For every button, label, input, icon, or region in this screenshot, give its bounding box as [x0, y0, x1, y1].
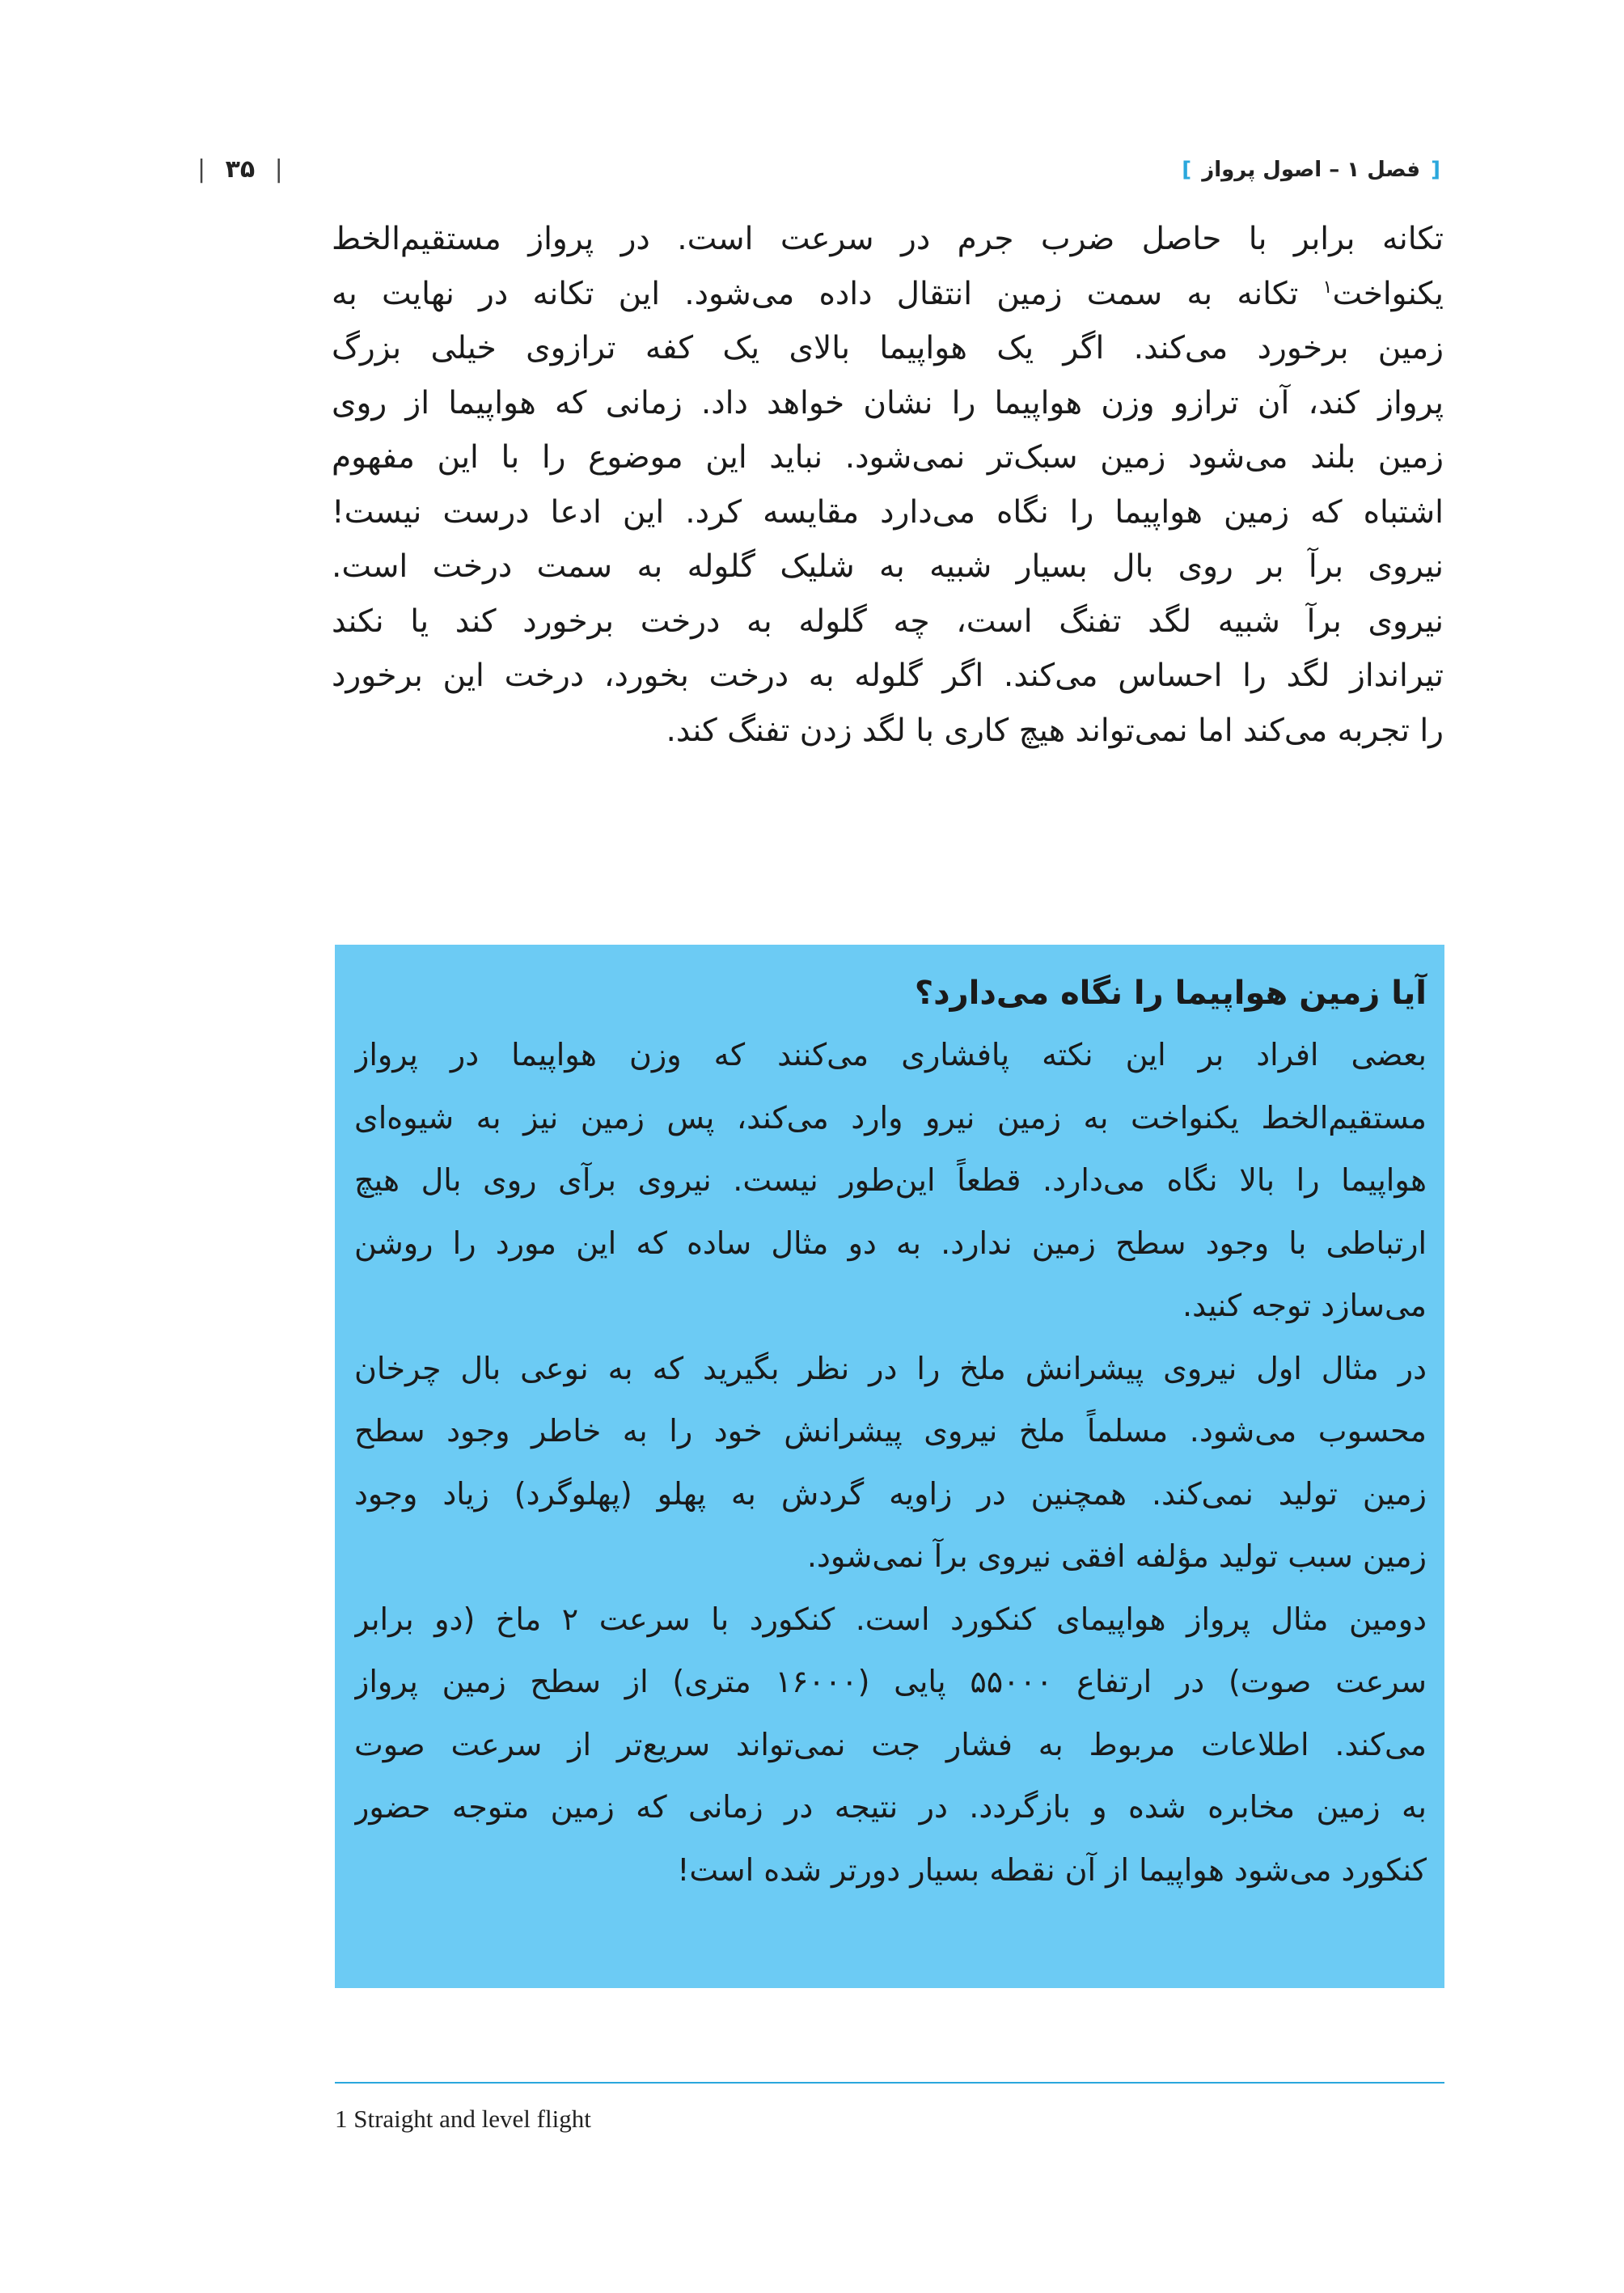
- callout-line: زمین تولید نمی‌کند. همچنین در زاویه گردش به پهلو (پهلوگرد) زیاد وجود: [354, 1475, 1427, 1512]
- chapter-bracket-open: [: [1431, 158, 1440, 182]
- body-line-with-footnote: [332, 267, 1444, 322]
- callout-line: کنکورد می‌شود هواپیما از آن نقطه بسیار دورتر شده است!: [677, 1851, 1427, 1888]
- body-line-rest: تکانه به سمت زمین انتقال داده می‌شود. این تکانه در نهایت به: [332, 275, 1299, 312]
- body-paragraph: [332, 212, 1444, 758]
- callout-line: می‌کند. اطلاعات مربوط به فشار جت نمی‌تواند سریع‌تر از سرعت صوت: [354, 1726, 1427, 1762]
- body-line: زمین برخورد می‌کند. اگر یک هواپیما بالای یک کفه ترازوی خیلی بزرگ: [332, 330, 1444, 366]
- callout-line: هواپیما را بالا نگاه می‌دارد. قطعاً این‌طور نیست. نیروی برآی روی بال هیچ: [354, 1162, 1427, 1198]
- body-line: تکانه برابر با حاصل ضرب جرم در سرعت است. در پرواز مستقیم‌الخط: [332, 221, 1444, 257]
- page-number-block: [186, 146, 294, 194]
- body-line-prefix: یکنواخت: [1332, 275, 1444, 312]
- callout-line: مستقیم‌الخط یکنواخت به زمین نیرو وارد می‌کند، پس زمین نیز به شیوه‌ای: [354, 1099, 1427, 1136]
- callout-line: سرعت صوت) در ارتفاع ۵۵۰۰۰ پایی (۱۶۰۰۰ متری) از سطح زمین پرواز: [354, 1664, 1427, 1699]
- page-header: [186, 146, 1444, 194]
- body-line: را تجربه می‌کند اما نمی‌تواند هیچ کاری با لگد زدن تفنگ کند.: [666, 712, 1444, 749]
- chapter-title: فصل ۱ – اصول پرواز: [1202, 158, 1421, 182]
- callout-line: می‌سازد توجه کنید.: [1182, 1288, 1427, 1323]
- callout-title: آیا زمین هواپیما را نگاه می‌دارد؟: [914, 975, 1427, 1012]
- callout-line: به زمین مخابره شده و بازگردد. در نتیجه در زمانی که زمین متوجه حضور: [354, 1789, 1427, 1825]
- footnote-divider: [335, 2082, 1444, 2084]
- callout-line: در مثال اول نیروی پیشرانش ملخ را در نظر بگیرید که به نوعی بال چرخان: [354, 1350, 1427, 1386]
- page-number: ۳۵: [225, 155, 256, 184]
- footnote: 1 Straight and level flight: [335, 2105, 591, 2133]
- callout-line: ارتباطی با وجود سطح زمین ندارد. به دو مثال ساده که این مورد را روشن: [354, 1225, 1427, 1261]
- callout-line: دومین مثال پرواز هواپیمای کنکورد است. کنکورد با سرعت ۲ ماخ (دو برابر: [354, 1601, 1427, 1637]
- body-line: تیرانداز لگد را احساس می‌کند. اگر گلوله به درخت بخورد، درخت این برخورد: [332, 658, 1444, 694]
- page-bar-right: |: [197, 155, 206, 184]
- callout-box: [335, 945, 1444, 1988]
- chapter-bracket-close: ]: [1182, 158, 1192, 182]
- chapter-label: [1178, 146, 1444, 194]
- body-line: پرواز کند، آن ترازو وزن هواپیما را نشان خواهد داد. زمانی که هواپیما از روی: [332, 384, 1444, 421]
- body-line: زمین بلند می‌شود زمین سبک‌تر نمی‌شود. نباید این موضوع را با این مفهوم: [332, 439, 1444, 476]
- body-line: نیروی برآ شبیه لگد تفنگ است، چه گلوله به درخت برخورد کند یا نکند: [332, 603, 1444, 640]
- callout-line: محسوب می‌شود. مسلماً ملخ نیروی پیشرانش خود را به خاطر وجود سطح: [354, 1413, 1427, 1449]
- callout-line: زمین سبب تولید مؤلفه افقی نیروی برآ نمی‌شود.: [806, 1538, 1427, 1574]
- body-line: نیروی برآ بر روی بال بسیار شبیه به شلیک گلوله به سمت درخت است.: [332, 548, 1444, 585]
- callout-line: بعضی افراد بر این نکته پافشاری می‌کنند که وزن هواپیما در پرواز: [354, 1037, 1427, 1072]
- footnote-marker[interactable]: ۱: [1322, 277, 1333, 298]
- callout-body: [354, 1024, 1427, 1902]
- page-bar-left: |: [274, 155, 283, 184]
- body-line: اشتباه که زمین هواپیما را نگاه می‌دارد مقایسه کرد. این ادعا درست نیست!: [332, 493, 1444, 531]
